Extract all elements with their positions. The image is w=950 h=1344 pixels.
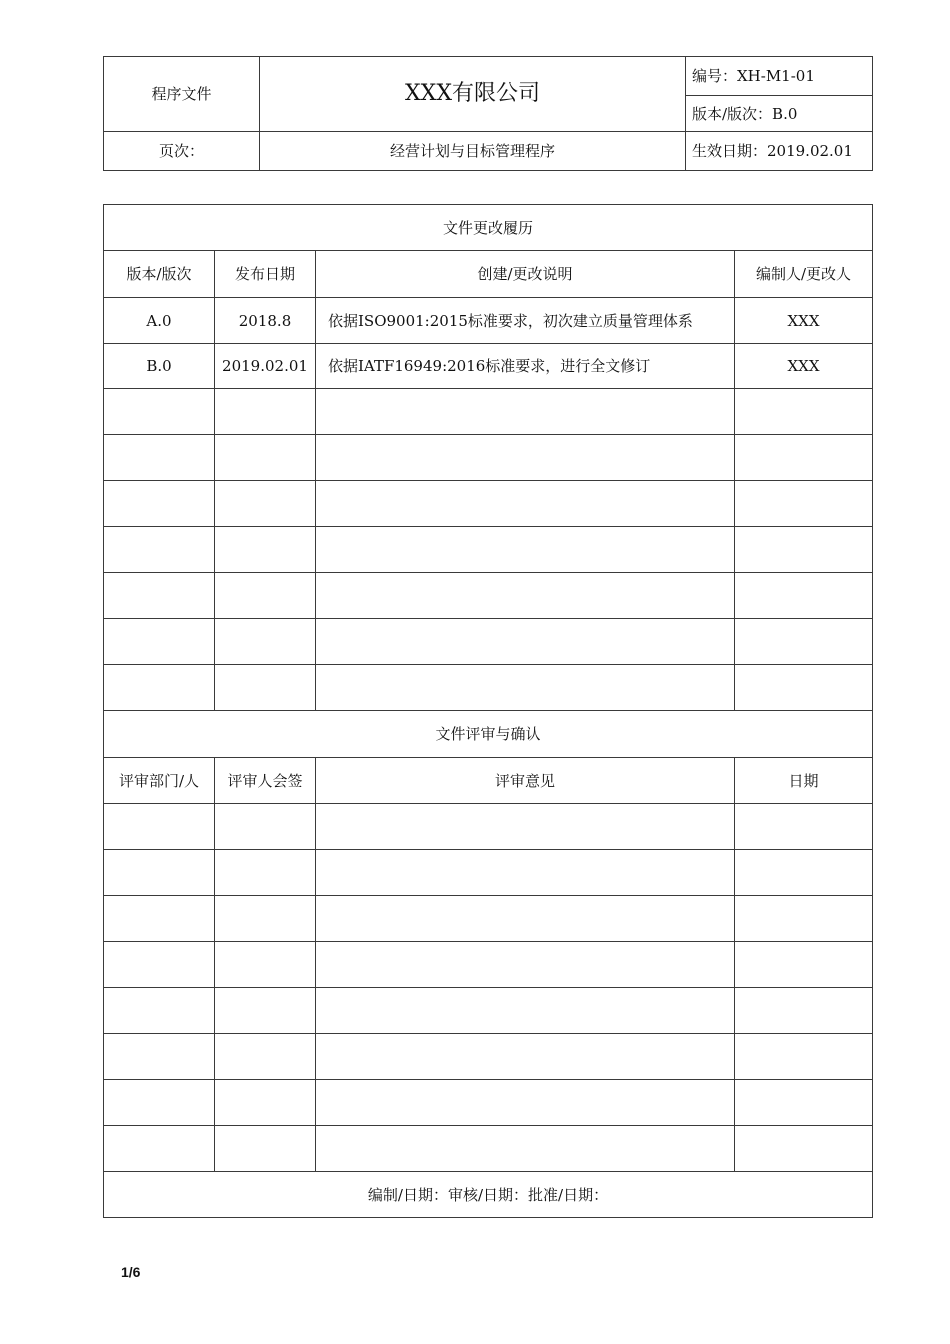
- empty-cell: [316, 1034, 735, 1080]
- column-header: 版本/版次: [104, 251, 215, 298]
- empty-cell: [316, 988, 735, 1034]
- empty-cell: [316, 850, 735, 896]
- empty-cell: [215, 896, 316, 942]
- history-title: 文件更改履历: [104, 205, 873, 251]
- empty-cell: [316, 804, 735, 850]
- empty-cell: [316, 942, 735, 988]
- empty-cell: [104, 1080, 215, 1126]
- empty-cell: [215, 389, 316, 435]
- column-header: 评审意见: [316, 758, 735, 804]
- empty-cell: [735, 804, 873, 850]
- empty-cell: [735, 942, 873, 988]
- review-title: 文件评审与确认: [104, 711, 873, 758]
- table-row: [104, 1080, 873, 1126]
- empty-cell: [735, 665, 873, 711]
- empty-cell: [215, 573, 316, 619]
- empty-cell: [215, 850, 316, 896]
- empty-cell: [316, 527, 735, 573]
- empty-cell: [735, 896, 873, 942]
- empty-cell: [735, 573, 873, 619]
- version-cell: B.0: [104, 344, 215, 389]
- signoff-row: 编制/日期：审核/日期：批准/日期：: [104, 1172, 873, 1218]
- company-name: XXX有限公司: [260, 57, 686, 132]
- empty-cell: [735, 850, 873, 896]
- empty-cell: [104, 896, 215, 942]
- date-cell: 2019.02.01: [215, 344, 316, 389]
- review-header-row: [104, 758, 873, 804]
- empty-cell: [215, 481, 316, 527]
- empty-cell: [316, 389, 735, 435]
- empty-cell: [735, 389, 873, 435]
- empty-cell: [215, 435, 316, 481]
- table-row: [104, 942, 873, 988]
- empty-cell: [735, 1080, 873, 1126]
- page-label: 页次：: [104, 132, 260, 171]
- empty-cell: [215, 1034, 316, 1080]
- document-header: [103, 56, 873, 171]
- doc-version: 版本/版次：B.0: [686, 96, 873, 132]
- empty-cell: [104, 942, 215, 988]
- table-row: [104, 573, 873, 619]
- empty-cell: [316, 1126, 735, 1172]
- table-row: [104, 389, 873, 435]
- column-header: 创建/更改说明: [316, 251, 735, 298]
- empty-cell: [215, 804, 316, 850]
- doc-type: 程序文件: [104, 57, 260, 132]
- table-row: [104, 619, 873, 665]
- empty-cell: [104, 1034, 215, 1080]
- doc-code: 编号：XH-M1-01: [686, 57, 873, 96]
- table-row: [104, 435, 873, 481]
- table-row: [104, 850, 873, 896]
- table-row: [104, 665, 873, 711]
- empty-cell: [316, 481, 735, 527]
- empty-cell: [316, 573, 735, 619]
- column-header: 日期: [735, 758, 873, 804]
- empty-cell: [104, 988, 215, 1034]
- empty-cell: [735, 527, 873, 573]
- empty-cell: [316, 665, 735, 711]
- empty-cell: [316, 1080, 735, 1126]
- empty-cell: [215, 619, 316, 665]
- column-header: 评审人会签: [215, 758, 316, 804]
- table-row: [104, 344, 873, 389]
- table-row: [104, 988, 873, 1034]
- empty-cell: [316, 435, 735, 481]
- empty-cell: [735, 1034, 873, 1080]
- empty-cell: [735, 988, 873, 1034]
- page-number: 1/6: [121, 1264, 141, 1280]
- empty-cell: [215, 1080, 316, 1126]
- empty-cell: [104, 850, 215, 896]
- empty-cell: [104, 389, 215, 435]
- empty-cell: [104, 1126, 215, 1172]
- empty-cell: [104, 481, 215, 527]
- empty-cell: [215, 1126, 316, 1172]
- author-cell: XXX: [735, 298, 873, 344]
- author-cell: XXX: [735, 344, 873, 389]
- empty-cell: [104, 804, 215, 850]
- table-row: [104, 298, 873, 344]
- empty-cell: [215, 665, 316, 711]
- empty-cell: [104, 527, 215, 573]
- doc-title: 经营计划与目标管理程序: [260, 132, 686, 171]
- table-row: [104, 896, 873, 942]
- column-header: 编制人/更改人: [735, 251, 873, 298]
- table-row: [104, 1034, 873, 1080]
- empty-cell: [735, 435, 873, 481]
- empty-cell: [735, 619, 873, 665]
- date-cell: 2018.8: [215, 298, 316, 344]
- empty-cell: [104, 665, 215, 711]
- empty-cell: [104, 435, 215, 481]
- history-header-row: [104, 251, 873, 298]
- table-row: [104, 804, 873, 850]
- empty-cell: [735, 481, 873, 527]
- empty-cell: [215, 942, 316, 988]
- table-row: [104, 481, 873, 527]
- empty-cell: [215, 527, 316, 573]
- empty-cell: [735, 1126, 873, 1172]
- description-cell: 依据ISO9001:2015标准要求，初次建立质量管理体系: [316, 298, 735, 344]
- empty-cell: [104, 619, 215, 665]
- empty-cell: [316, 896, 735, 942]
- description-cell: 依据IATF16949:2016标准要求，进行全文修订: [316, 344, 735, 389]
- column-header: 发布日期: [215, 251, 316, 298]
- version-cell: A.0: [104, 298, 215, 344]
- column-header: 评审部门/人: [104, 758, 215, 804]
- table-row: [104, 1126, 873, 1172]
- empty-cell: [215, 988, 316, 1034]
- revision-history-table: [103, 204, 873, 1218]
- table-row: [104, 527, 873, 573]
- effective-date: 生效日期：2019.02.01: [686, 132, 873, 171]
- empty-cell: [104, 573, 215, 619]
- empty-cell: [316, 619, 735, 665]
